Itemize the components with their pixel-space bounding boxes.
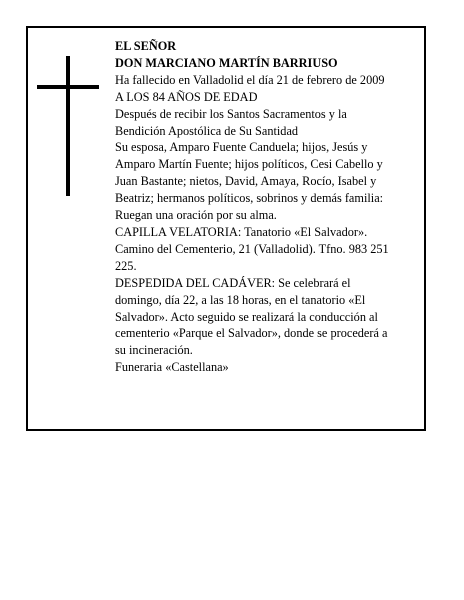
sacraments-line: Después de recibir los Santos Sacramentos y la [115, 106, 347, 121]
notice-title: EL SEÑOR [115, 39, 177, 53]
family-line: Juan Bastante; nietos, David, Amaya, Rocío, Isabel y [115, 174, 377, 189]
cross-icon-crossbar [37, 85, 99, 89]
prayer-line: Ruegan una oración por su alma. [115, 208, 277, 223]
deceased-name: DON MARCIANO MARTÍN BARRIUSO [115, 55, 338, 70]
death-date-line: Ha fallecido en Valladolid el día 21 de febrero de 2009 [115, 72, 385, 87]
farewell-line: domingo, día 22, a las 18 horas, en el tanatorio «El [115, 292, 366, 307]
cross-icon [66, 56, 70, 196]
chapel-address-line: Camino del Cementerio, 21 (Valladolid). Tfno. 983 251 [115, 241, 389, 256]
farewell-line: cementerio «Parque el Salvador», donde se procederá a [115, 326, 388, 341]
family-line: Su esposa, Amparo Fuente Canduela; hijos, Jesús y [115, 140, 368, 155]
family-line: Amparo Martín Fuente; hijos políticos, Cesi Cabello y [115, 157, 383, 172]
farewell-line: DESPEDIDA DEL CADÁVER: Se celebrará el [115, 275, 351, 290]
sacraments-line: Bendición Apostólica de Su Santidad [115, 123, 299, 138]
family-line: Beatriz; hermanos políticos, sobrinos y demás familia: [115, 191, 384, 206]
age-line: A LOS 84 AÑOS DE EDAD [115, 89, 258, 104]
chapel-phone-line: 225. [115, 258, 137, 273]
farewell-line: Salvador». Acto seguido se realizará la conducción al [115, 309, 378, 324]
chapel-line: CAPILLA VELATORIA: Tanatorio «El Salvador». [115, 224, 368, 239]
farewell-line: su incineración. [115, 343, 193, 358]
obituary-text [115, 38, 421, 376]
funeral-home-line: Funeraria «Castellana» [115, 360, 229, 375]
